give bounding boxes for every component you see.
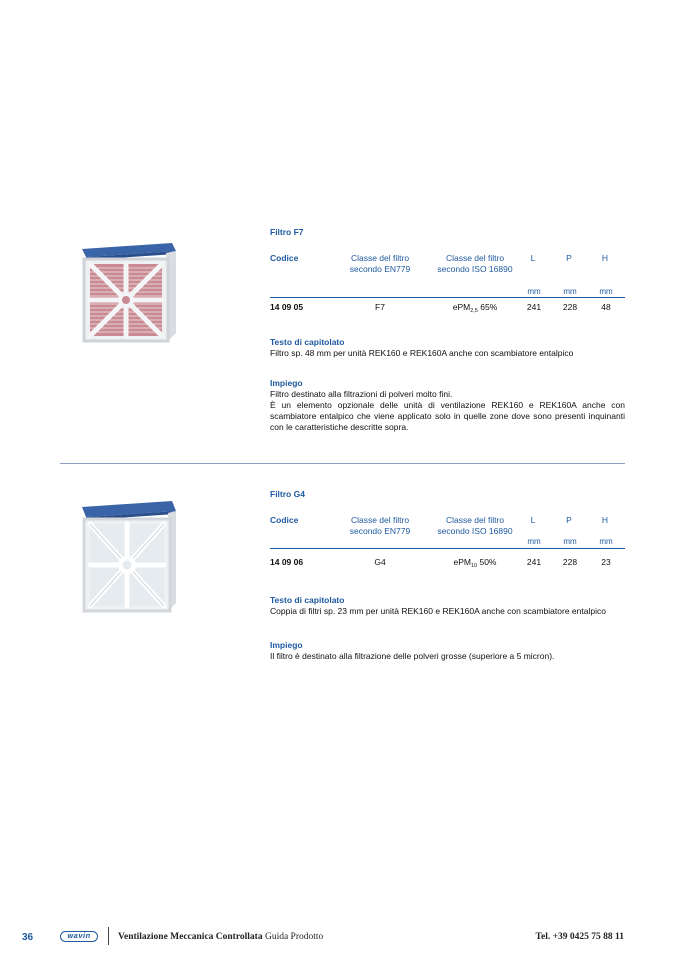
cell-l: 241 — [526, 302, 542, 312]
filter-g4-image — [76, 497, 180, 621]
use-text: Filtro destinato alla filtrazioni di polveri molto fini. È un elemento opzionale delle unità di ventilazione REK160 e REK160A anche con scambiatore entalpico che viene applicato solo in quelle zone dove sono presenti inquinanti con le caratteristiche descritte sopra. — [270, 389, 625, 432]
footer-phone: Tel. +39 0425 75 88 11 — [535, 932, 624, 942]
column-header-class-en779: Classe del filtro secondo EN779 — [349, 253, 411, 274]
cell-code: 14 09 05 — [270, 302, 304, 312]
column-header-l: L — [530, 515, 536, 525]
use-text: Il filtro è destinato alla filtrazione delle polveri grosse (superiore a 5 micron). — [270, 651, 555, 661]
column-header-class-iso16890: Classe del filtro secondo ISO 16890 — [437, 515, 513, 536]
cell-l: 241 — [526, 557, 542, 567]
unit-l: mm — [527, 537, 541, 546]
cell-class-iso16890: ePM$_{10}$ 50% — [453, 557, 497, 569]
cell-class-iso16890: ePM$_{2,5}$ 65% — [452, 302, 498, 314]
footer-title: Ventilazione Meccanica Controllata Guida Prodotto — [118, 932, 324, 942]
use-heading: Impiego — [270, 378, 303, 388]
table-rule — [270, 548, 625, 549]
spec-text: Filtro sp. 48 mm per unità REK160 e REK160A anche con scambiatore entalpico — [270, 348, 574, 358]
unit-l: mm — [527, 287, 541, 296]
spec-table-header — [270, 253, 625, 275]
footer-separator — [108, 927, 109, 945]
cell-p: 228 — [562, 302, 578, 312]
section-divider — [60, 463, 625, 464]
column-header-h: H — [601, 253, 609, 263]
cell-p: 228 — [562, 557, 578, 567]
unit-p: mm — [563, 537, 577, 546]
page-footer — [0, 925, 678, 949]
column-header-p: P — [566, 515, 572, 525]
column-header-class-iso16890: Classe del filtro secondo ISO 16890 — [437, 253, 513, 274]
wavin-logo: wavin — [60, 931, 98, 942]
spec-heading: Testo di capitolato — [270, 337, 345, 347]
cell-h: 23 — [601, 557, 611, 567]
use-heading: Impiego — [270, 640, 303, 650]
product-title: Filtro G4 — [270, 489, 305, 499]
unit-p: mm — [563, 287, 577, 296]
spec-table-header — [270, 515, 625, 537]
cell-h: 48 — [601, 302, 611, 312]
page-number: 36 — [22, 932, 34, 943]
product-title: Filtro F7 — [270, 227, 304, 237]
column-header-class-en779: Classe del filtro secondo EN779 — [349, 515, 411, 536]
filter-f7-image — [76, 237, 180, 349]
column-header-code: Codice — [270, 253, 299, 263]
table-rule — [270, 297, 625, 298]
column-header-h: H — [601, 515, 609, 525]
cell-class-en779: G4 — [374, 557, 386, 567]
cell-class-en779: F7 — [375, 302, 385, 312]
column-header-p: P — [566, 253, 572, 263]
spec-heading: Testo di capitolato — [270, 595, 345, 605]
column-header-l: L — [530, 253, 536, 263]
column-header-code: Codice — [270, 515, 299, 525]
unit-h: mm — [599, 537, 613, 546]
spec-text: Coppia di filtri sp. 23 mm per unità REK160 e REK160A anche con scambiatore entalpico — [270, 606, 606, 616]
cell-code: 14 09 06 — [270, 557, 304, 567]
unit-h: mm — [599, 287, 613, 296]
